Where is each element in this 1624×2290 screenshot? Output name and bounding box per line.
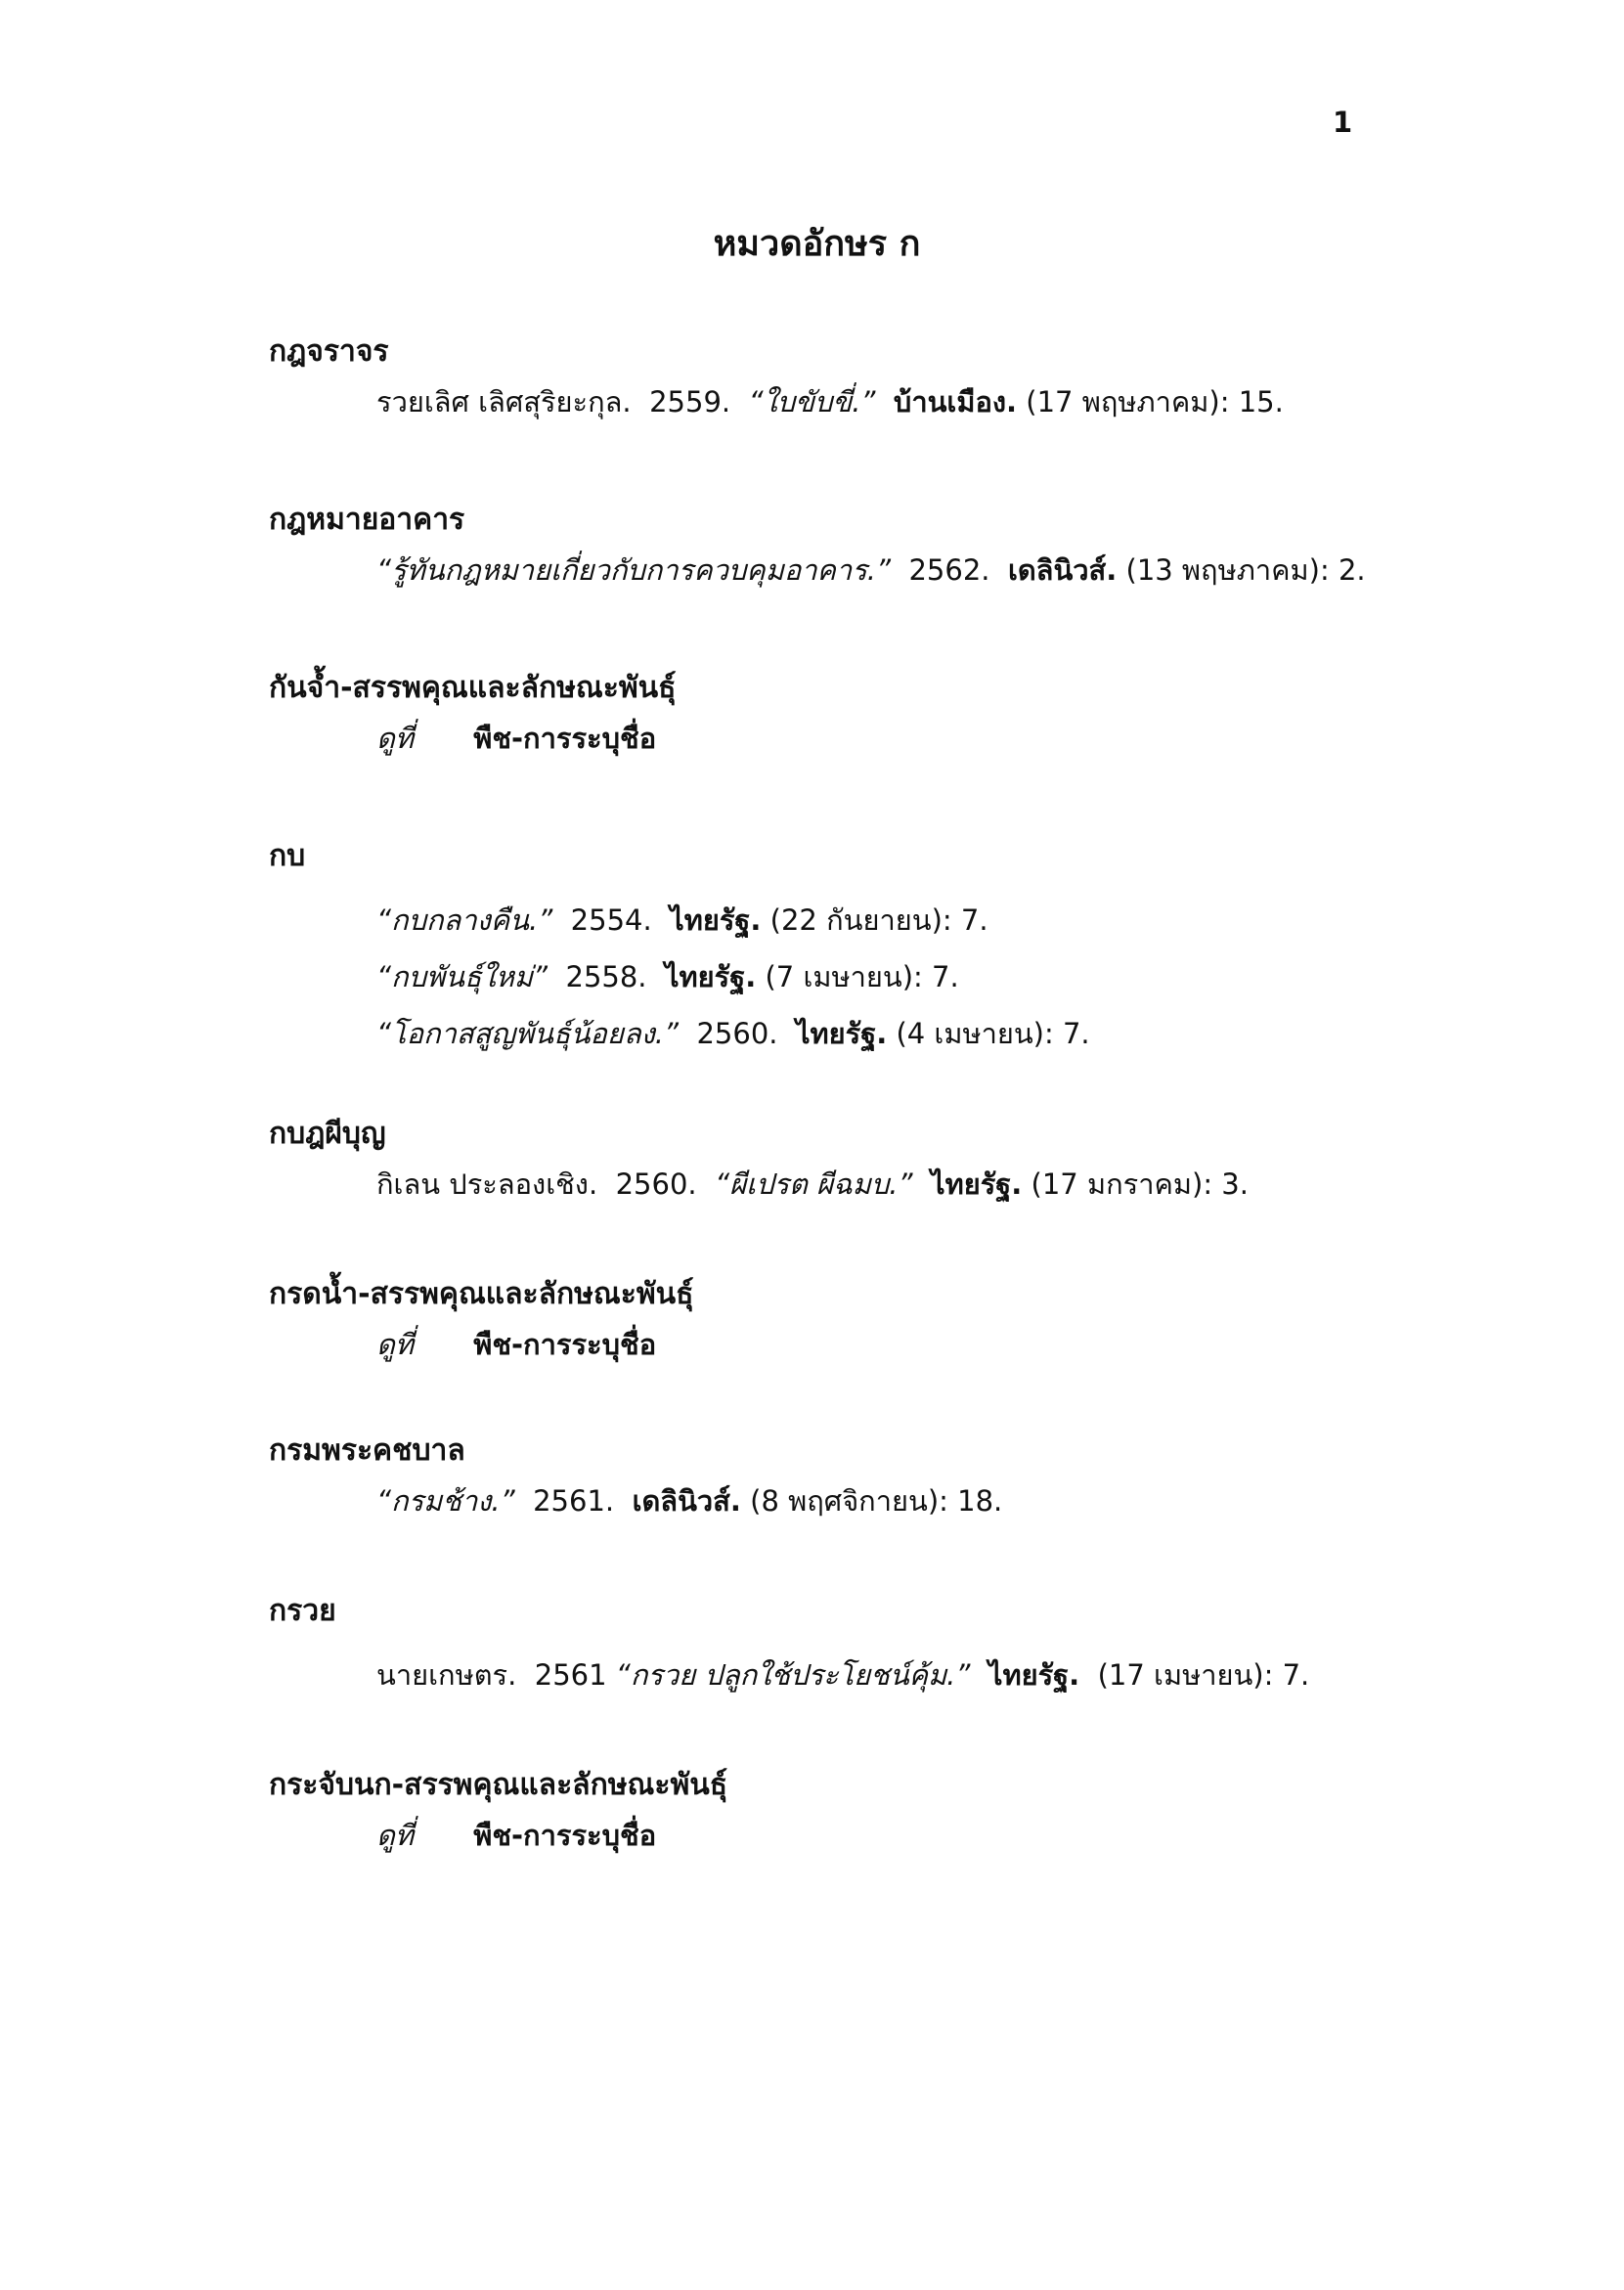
entry-heading: กรดน้ำ-สรรพคุณและลักษณะพันธุ์ — [269, 1277, 694, 1311]
index-entry — [269, 1430, 1442, 1529]
citation-date-page: (17 พฤษภาคม): 15. — [1026, 385, 1284, 418]
citation-author: รวยเลิศ เลิศสุริยะกุล. — [376, 385, 632, 418]
citation-year: 2559. — [649, 385, 731, 418]
index-entry — [269, 1113, 1442, 1212]
entry-heading: กรวย — [269, 1594, 336, 1628]
entry-heading: กันจ้ำ-สรรพคุณและลักษณะพันธุ์ — [269, 671, 677, 705]
index-entries — [269, 308, 1442, 1864]
citation-source: บ้านเมือง. — [893, 385, 1018, 418]
citation — [376, 1647, 1442, 1703]
see-target: พืช-การระบุชื่อ — [473, 1819, 657, 1852]
citation-title: “โอกาสสูญพันธุ์น้อยลง.” — [376, 1017, 680, 1050]
entry-heading: กระจับนก-สรรพคุณและลักษณะพันธุ์ — [269, 1768, 728, 1802]
entry-references — [376, 1316, 1442, 1373]
citation — [376, 542, 1442, 598]
entry-heading: กบฎผีบุญ — [269, 1117, 386, 1151]
citation-source: ไทยรัฐ. — [988, 1658, 1080, 1692]
citation-title: “ใบขับขี่.” — [748, 385, 876, 418]
citation — [376, 1473, 1442, 1529]
citation-title: “รู้ทันกฎหมายเกี่ยวกับการควบคุมอาคาร.” — [376, 553, 892, 587]
entry-heading: กฎจราจร — [269, 334, 389, 369]
citation-title: “กรมช้าง.” — [376, 1484, 515, 1518]
index-entry — [269, 499, 1442, 598]
see-reference — [376, 1807, 1442, 1864]
see-label: ดูที่ — [376, 722, 414, 755]
citation-year: 2560. — [615, 1167, 697, 1201]
see-target: พืช-การระบุชื่อ — [473, 722, 657, 755]
citation-title: “กรวย ปลูกใช้ประโยชน์คุ้ม.” — [615, 1658, 971, 1692]
citation-title: “ผีเปรต ผีฉมบ.” — [715, 1167, 913, 1201]
citation-source: เดลินิวส์. — [1007, 553, 1118, 587]
citation-year: 2562. — [908, 553, 990, 587]
citation-date-page: (22 กันยายน): 7. — [769, 903, 988, 937]
index-entry — [269, 835, 1442, 1062]
citation-author: นายเกษตร. — [376, 1658, 517, 1692]
citation-date-page: (8 พฤศจิกายน): 18. — [750, 1484, 1003, 1518]
citation-date-page: (13 พฤษภาคม): 2. — [1125, 553, 1366, 587]
citation-source: ไทยรัฐ. — [664, 960, 757, 993]
entry-references — [376, 374, 1442, 430]
citation-source: เดลินิวส์. — [632, 1484, 741, 1518]
citation-year: 2558. — [565, 960, 647, 993]
index-entry — [269, 667, 1442, 767]
citation — [376, 1005, 1442, 1062]
citation — [376, 892, 1442, 948]
entry-references — [376, 1647, 1442, 1703]
see-reference — [376, 1316, 1442, 1373]
citation-source: ไทยรัฐ. — [670, 903, 762, 937]
citation-title: “กบพันธุ์ใหม่” — [376, 960, 549, 993]
entry-heading: กรมพระคชบาล — [269, 1433, 465, 1468]
index-entry — [269, 330, 1442, 430]
citation-source: ไทยรัฐ. — [795, 1017, 888, 1050]
citation-year: 2561. — [533, 1484, 615, 1518]
citation-date-page: (7 เมษายน): 7. — [765, 960, 959, 993]
citation — [376, 374, 1442, 430]
see-reference — [376, 710, 1442, 767]
citation-author: กิเลน ประลองเชิง. — [376, 1167, 598, 1201]
page-number: 1 — [1333, 106, 1353, 139]
entry-references — [376, 1473, 1442, 1529]
entry-heading: กฎหมายอาคาร — [269, 503, 465, 537]
entry-references — [376, 1807, 1442, 1864]
citation-title: “กบกลางคืน.” — [376, 903, 553, 937]
entry-references — [376, 892, 1442, 1062]
citation-date-page: (17 เมษายน): 7. — [1097, 1658, 1310, 1692]
entry-references — [376, 542, 1442, 598]
see-label: ดูที่ — [376, 1819, 414, 1852]
citation-year: 2554. — [570, 903, 652, 937]
see-target: พืช-การระบุชื่อ — [473, 1328, 657, 1361]
entry-references — [376, 710, 1442, 767]
citation-year: 2561 — [534, 1658, 607, 1692]
citation-date-page: (17 มกราคม): 3. — [1031, 1167, 1249, 1201]
index-entry — [269, 1764, 1442, 1864]
citation — [376, 948, 1442, 1005]
entry-references — [376, 1156, 1442, 1212]
entry-heading: กบ — [269, 839, 306, 873]
see-label: ดูที่ — [376, 1328, 414, 1361]
index-entry — [269, 1273, 1442, 1373]
citation-source: ไทยรัฐ. — [931, 1167, 1023, 1201]
index-entry — [269, 1590, 1442, 1703]
citation-year: 2560. — [696, 1017, 778, 1050]
citation — [376, 1156, 1442, 1212]
section-title: หมวดอักษร ก — [713, 224, 921, 264]
citation-date-page: (4 เมษายน): 7. — [896, 1017, 1090, 1050]
